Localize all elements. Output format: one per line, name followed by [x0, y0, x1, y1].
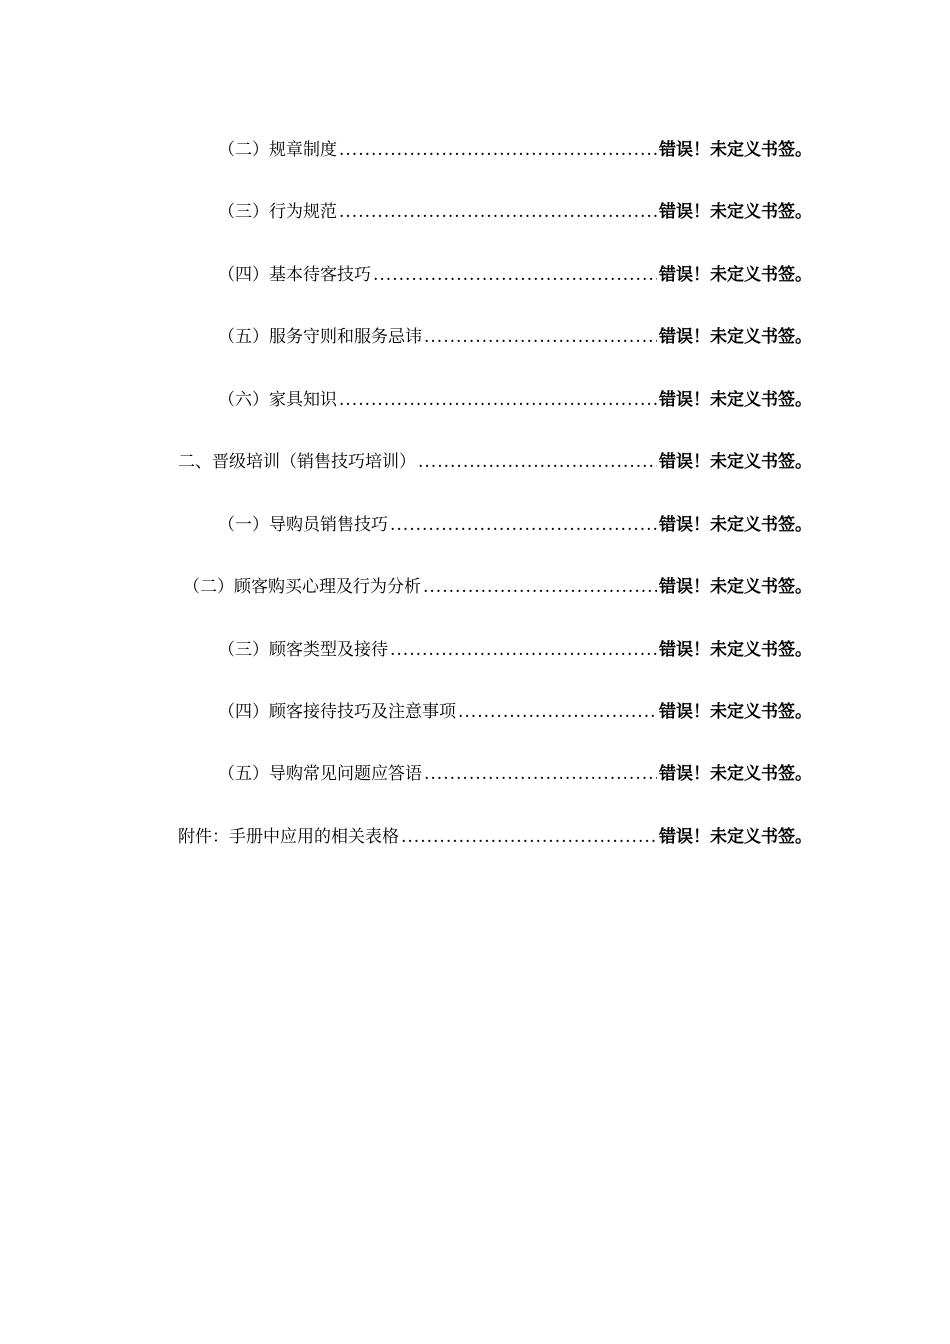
toc-entry-basic-hospitality[interactable] [218, 262, 812, 288]
toc-entry-title: 二、晋级培训（销售技巧培训） [178, 452, 416, 472]
toc-entry-rules[interactable] [218, 137, 812, 163]
toc-entry-furniture-knowledge[interactable] [218, 387, 812, 413]
toc-entry-page-ref: 错误！未定义书签。 [659, 265, 812, 285]
toc-entry-title: （四）顾客接待技巧及注意事项 [218, 702, 456, 722]
toc-entry-advanced-training[interactable] [178, 449, 812, 475]
toc-dot-leader [390, 512, 657, 538]
toc-entry-appendix[interactable] [178, 824, 812, 850]
toc-dot-leader [339, 137, 657, 163]
toc-entry-page-ref: 错误！未定义书签。 [659, 515, 812, 535]
toc-entry-page-ref: 错误！未定义书签。 [659, 140, 812, 160]
toc-dot-leader [390, 637, 657, 663]
toc-entry-title: （一）导购员销售技巧 [218, 515, 388, 535]
toc-entry-title: （三）行为规范 [218, 202, 337, 222]
toc-dot-leader [458, 699, 657, 725]
toc-entry-page-ref: 错误！未定义书签。 [659, 390, 812, 410]
toc-entry-page-ref: 错误！未定义书签。 [659, 764, 812, 784]
toc-dot-leader [401, 824, 657, 850]
toc-dot-leader [339, 387, 657, 413]
toc-entry-page-ref: 错误！未定义书签。 [659, 327, 812, 347]
toc-dot-leader [424, 761, 657, 787]
toc-entry-title: 附件：手册中应用的相关表格 [178, 827, 399, 847]
toc-dot-leader [339, 199, 657, 225]
toc-entry-reception-tips[interactable] [218, 699, 812, 725]
toc-dot-leader [424, 324, 657, 350]
toc-entry-title: （三）顾客类型及接待 [218, 640, 388, 660]
toc-entry-title: （四）基本待客技巧 [218, 265, 371, 285]
toc-entry-page-ref: 错误！未定义书签。 [659, 827, 812, 847]
toc-entry-title: （五）服务守则和服务忌讳 [218, 327, 422, 347]
toc-entry-page-ref: 错误！未定义书签。 [659, 640, 812, 660]
toc-entry-page-ref: 错误！未定义书签。 [659, 202, 812, 222]
toc-entry-customer-types[interactable] [218, 637, 812, 663]
toc-entry-title: （二）规章制度 [218, 140, 337, 160]
toc-dot-leader [423, 574, 657, 600]
toc-entry-page-ref: 错误！未定义书签。 [659, 577, 812, 597]
toc-entry-service-rules[interactable] [218, 324, 812, 350]
toc-entry-title: （二）顾客购买心理及行为分析 [183, 577, 421, 597]
toc-entry-page-ref: 错误！未定义书签。 [659, 452, 812, 472]
toc-entry-common-questions[interactable] [218, 761, 812, 787]
toc-entry-title: （五）导购常见问题应答语 [218, 764, 422, 784]
toc-entry-title: （六）家具知识 [218, 390, 337, 410]
toc-entry-sales-skills[interactable] [218, 512, 812, 538]
toc-entry-page-ref: 错误！未定义书签。 [659, 702, 812, 722]
toc-entry-conduct[interactable] [218, 199, 812, 225]
toc-entry-customer-psychology[interactable] [183, 574, 812, 600]
toc-dot-leader [373, 262, 657, 288]
toc-dot-leader [418, 449, 657, 475]
